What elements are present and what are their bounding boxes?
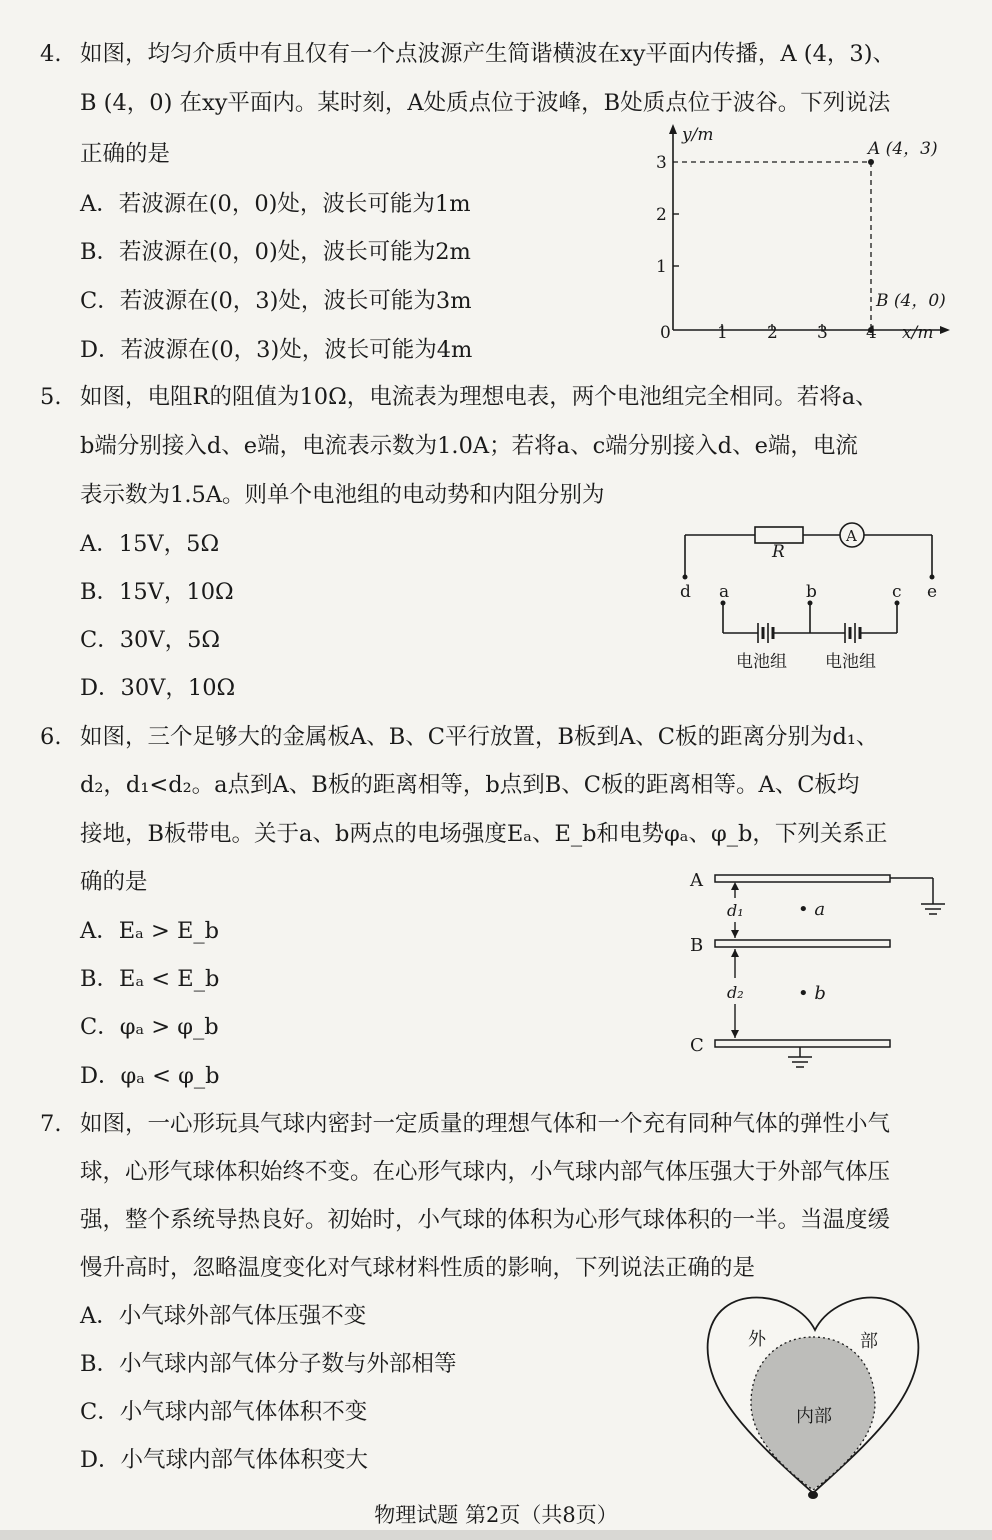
q7-option-d: D．小气球内部气体体积变大 <box>80 1447 369 1473</box>
q4-text-line-2: B (4，0) 在xy平面内。某时刻，A处质点位于波峰，B处质点位于波谷。下列说法 <box>80 90 891 116</box>
q7-outer-label-left: 外 <box>748 1329 766 1350</box>
q4-x-tick-1: 1 <box>717 323 728 343</box>
q5-circuit-figure <box>670 515 960 680</box>
q5-terminal-b: b <box>806 582 817 602</box>
q7-option-c: C．小气球内部气体体积不变 <box>80 1399 368 1425</box>
q5-option-a: A．15V，5Ω <box>80 531 220 557</box>
q7-balloon-knot <box>808 1491 818 1499</box>
q5-terminal-e: e <box>927 582 938 602</box>
q5-terminal-d: d <box>680 582 691 602</box>
q6-option-c: C．φₐ > φ_b <box>80 1014 219 1040</box>
q7-heart-balloon-figure <box>700 1285 960 1505</box>
q7-outer-label-right: 部 <box>860 1331 878 1352</box>
q5-number: 5. <box>40 384 62 410</box>
q4-coordinate-figure <box>640 120 960 350</box>
bottom-edge-bar <box>0 1530 992 1540</box>
q4-x-tick-2: 2 <box>767 323 778 343</box>
q6-plate-a-label: A <box>690 870 703 891</box>
q5-text-line-2: b端分别接入d、e端，电流表示数为1.0A；若将a、c端分别接入d、e端，电流 <box>80 433 858 459</box>
q4-origin-label: 0 <box>660 323 671 343</box>
q5-option-d: D．30V，10Ω <box>80 675 236 701</box>
q6-plate-c-label: C <box>690 1035 704 1056</box>
q7-number: 7. <box>40 1111 62 1137</box>
q4-point-a-dot <box>868 159 874 165</box>
q6-plate-b <box>715 940 890 947</box>
q7-option-a: A．小气球外部气体压强不变 <box>80 1303 367 1329</box>
q5-option-c: C．30V，5Ω <box>80 627 221 653</box>
q4-y-axis-label: y/m <box>682 125 714 145</box>
q6-option-a: A．Eₐ > E_b <box>80 918 220 944</box>
page-footer: 物理试题 第2页（共8页） <box>374 1503 618 1527</box>
q4-option-d: D．若波源在(0，3)处，波长可能为4m <box>80 337 473 363</box>
q5-ammeter-label: A <box>846 527 857 545</box>
q5-text-line-3: 表示数为1.5A。则单个电池组的电动势和内阻分别为 <box>80 482 605 508</box>
q4-number: 4. <box>40 41 62 67</box>
q4-point-b-label: B (4，0) <box>876 291 946 311</box>
q5-terminal-a: a <box>719 582 730 602</box>
q6-plates-figure <box>680 860 970 1080</box>
q6-text-line-3: 接地，B板带电。关于a、b两点的电场强度Eₐ、E_b和电势φₐ、φ_b，下列关系正 <box>80 821 888 847</box>
q4-option-b: B．若波源在(0，0)处，波长可能为2m <box>80 239 471 265</box>
q7-option-b: B．小气球内部气体分子数与外部相等 <box>80 1351 457 1377</box>
q4-x-tick-3: 3 <box>817 323 828 343</box>
q4-x-axis-label: x/m <box>902 323 934 343</box>
q4-option-a: A．若波源在(0，0)处，波长可能为1m <box>80 191 471 217</box>
q7-text-line-4: 慢升高时，忽略温度变化对气球材料性质的影响，下列说法正确的是 <box>80 1255 756 1281</box>
q6-option-d: D．φₐ < φ_b <box>80 1063 220 1089</box>
q6-point-a-label: • a <box>798 899 826 920</box>
q7-inner-label: 内部 <box>796 1406 832 1427</box>
q6-option-b: B．Eₐ < E_b <box>80 966 220 992</box>
q5-resistor-label: R <box>772 542 785 562</box>
q7-text-line-1: 如图，一心形玩具气球内密封一定质量的理想气体和一个充有同种气体的弹性小气 <box>80 1111 891 1137</box>
q6-text-line-4: 确的是 <box>80 869 148 895</box>
q4-point-a-label: A (4，3) <box>868 139 938 159</box>
q4-x-tick-4: 4 <box>866 323 877 343</box>
q4-y-tick-3: 3 <box>656 153 667 173</box>
q5-option-b: B．15V，10Ω <box>80 579 234 605</box>
q5-battery-label-2: 电池组 <box>825 652 876 672</box>
q6-text-line-2: d₂，d₁<d₂。a点到A、B板的距离相等，b点到B、C板的距离相等。A、C板均 <box>80 772 860 798</box>
q4-text-line-1: 如图，均匀介质中有且仅有一个点波源产生简谐横波在xy平面内传播，A (4，3)、 <box>80 41 895 67</box>
q6-plate-b-label: B <box>690 935 704 956</box>
q5-text-line-1: 如图，电阻R的阻值为10Ω，电流表为理想电表，两个电池组完全相同。若将a、 <box>80 384 878 410</box>
q5-terminal-c: c <box>892 582 902 602</box>
q5-battery-label-1: 电池组 <box>736 652 787 672</box>
q6-gap-d1-label: d₁ <box>727 901 744 920</box>
q6-text-line-1: 如图，三个足够大的金属板A、B、C平行放置，B板到A、C板的距离分别为d₁、 <box>80 724 879 750</box>
q6-number: 6. <box>40 724 62 750</box>
q6-point-b-label: • b <box>798 983 826 1004</box>
q4-text-line-3: 正确的是 <box>80 141 171 167</box>
q7-text-line-3: 强，整个系统导热良好。初始时，小气球的体积为心形气球体积的一半。当温度缓 <box>80 1207 891 1233</box>
q6-plate-a <box>715 875 890 882</box>
q4-option-c: C．若波源在(0，3)处，波长可能为3m <box>80 288 472 314</box>
q7-text-line-2: 球，心形气球体积始终不变。在心形气球内，小气球内部气体压强大于外部气体压 <box>80 1159 891 1185</box>
q4-y-tick-1: 1 <box>656 257 667 277</box>
q6-gap-d2-label: d₂ <box>727 983 744 1002</box>
q6-plate-c <box>715 1040 890 1047</box>
q5-resistor <box>755 527 803 543</box>
q4-y-tick-2: 2 <box>656 205 667 225</box>
